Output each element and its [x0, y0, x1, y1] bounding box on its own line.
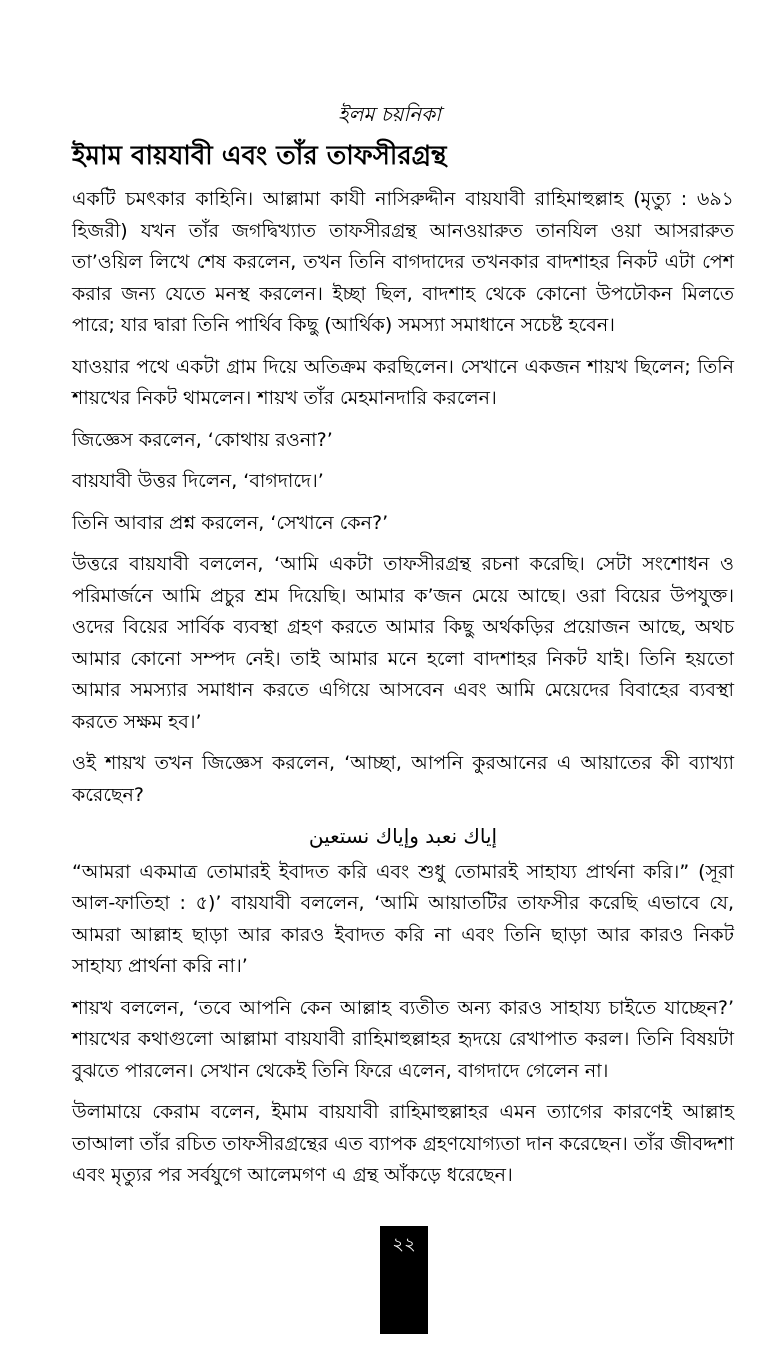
dialogue-question-why: তিনি আবার প্রশ্ন করলেন, ‘সেখানে কেন?’: [72, 511, 389, 534]
paragraph-reply: উত্তরে বায়যাবী বললেন, ‘আমি একটা তাফসীরগ্রন্থ রচনা করেছি। সেটা সংশোধন ও পরিমার্জনে আমি প্রচুর শ্রম দিয়েছি। আমার ক’জন মেয়ে আছে। ওরা বিয়ের উপযুক্ত। ওদের বিয়ের সার্বিক ব্যবস্থা গ্রহণ করতে আমার কিছু অর্থকড়ির প্রয়োজন আছে, অথচ আমার কোনো সম্পদ নেই। তাই আমার মনে হলো বাদশাহর নিকট যাই। তিনি হয়তো আমার সমস্যার সমাধান করতে এগিয়ে আসবেন এবং আমি মেয়েদের বিবাহের ব্যবস্থা করতে সক্ষম হব।’: [72, 553, 734, 733]
arabic-verse: إياك نعبد وإياك نستعين: [308, 824, 498, 848]
paragraph-intro: একটি চমৎকার কাহিনি। আল্লামা কাযী নাসিরুদ্দীন বায়যাবী রাহিমাহুল্লাহ (মৃত্যু : ৬৯১ হিজরী) যখন তাঁর জগদ্বিখ্যাত তাফসীরগ্রন্থ আনওয়ারুত তানযিল ওয়া আসরারুত তা’ওয়িল লিখে শেষ করলেন, তখন তিনি বাগদাদের তখনকার বাদশাহর নিকট এটা পেশ করার জন্য যেতে মনস্থ করলেন। ইচ্ছা ছিল, বাদশাহ থেকে কোনো উপঢৌকন মিলতে পারে; যার দ্বারা তিনি পার্থিব কিছু (আর্থিক) সমস্যা সমাধানে সচেষ্ট হবেন।: [72, 188, 734, 336]
running-head: ইলম চয়নিকা: [338, 102, 441, 126]
body-text: [72, 184, 734, 1202]
chapter-title: ইমাম বায়যাবী এবং তাঁর তাফসীরগ্রন্থ: [72, 141, 447, 171]
paragraph-journey: যাওয়ার পথে একটা গ্রাম দিয়ে অতিক্রম করছিলেন। সেখানে একজন শায়খ ছিলেন; তিনি শায়খের নিকট থামলেন। শায়খ তাঁর মেহমানদারি করলেন।: [72, 355, 734, 409]
dialogue-answer-baghdad: বায়যাবী উত্তর দিলেন, ‘বাগদাদে।’: [72, 470, 324, 492]
dialogue-question-destination: জিজ্ঞেস করলেন, ‘কোথায় রওনা?’: [72, 428, 333, 451]
paragraph-translation: “আমরা একমাত্র তোমারই ইবাদত করি এবং শুধু তোমারই সাহায্য প্রার্থনা করি।” (সূরা আল-ফাতিহা : ৫)’ বায়যাবী বললেন, ‘আমি আয়াতটির তাফসীর করেছি এভাবে যে, আমরা আল্লাহ ছাড়া আর কারও ইবাদত করি না এবং তিনি ছাড়া আর কারও নিকট সাহায্য প্রার্থনা করি না।’: [72, 860, 734, 977]
page-number: ২২: [380, 1226, 428, 1334]
paragraph-conclusion: উলামায়ে কেরাম বলেন, ইমাম বায়যাবী রাহিমাহুল্লাহর এমন ত্যাগের কারণেই আল্লাহ তাআলা তাঁর রচিত তাফসীরগ্রন্থের এত ব্যাপক গ্রহণযোগ্যতা দান করেছেন। তাঁর জীবদ্দশা এবং মৃত্যুর পর সর্বযুগে আলেমগণ এ গ্রন্থ আঁকড়ে ধরেছেন।: [72, 1101, 734, 1186]
paragraph-sheikh-question: ওই শায়খ তখন জিজ্ঞেস করলেন, ‘আচ্ছা, আপনি কুরআনের এ আয়াতের কী ব্যাখ্যা করেছেন?: [72, 752, 734, 806]
paragraph-sheikh-reply: শায়খ বললেন, ‘তবে আপনি কেন আল্লাহ ব্যতীত অন্য কারও সাহায্য চাইতে যাচ্ছেন?’ শায়খের কথাগুলো আল্লামা বায়যাবী রাহিমাহুল্লাহর হৃদয়ে রেখাপাত করল। তিনি বিষয়টা বুঝতে পারলেন। সেখান থেকেই তিনি ফিরে এলেন, বাগদাদে গেলেন না।: [72, 996, 734, 1082]
